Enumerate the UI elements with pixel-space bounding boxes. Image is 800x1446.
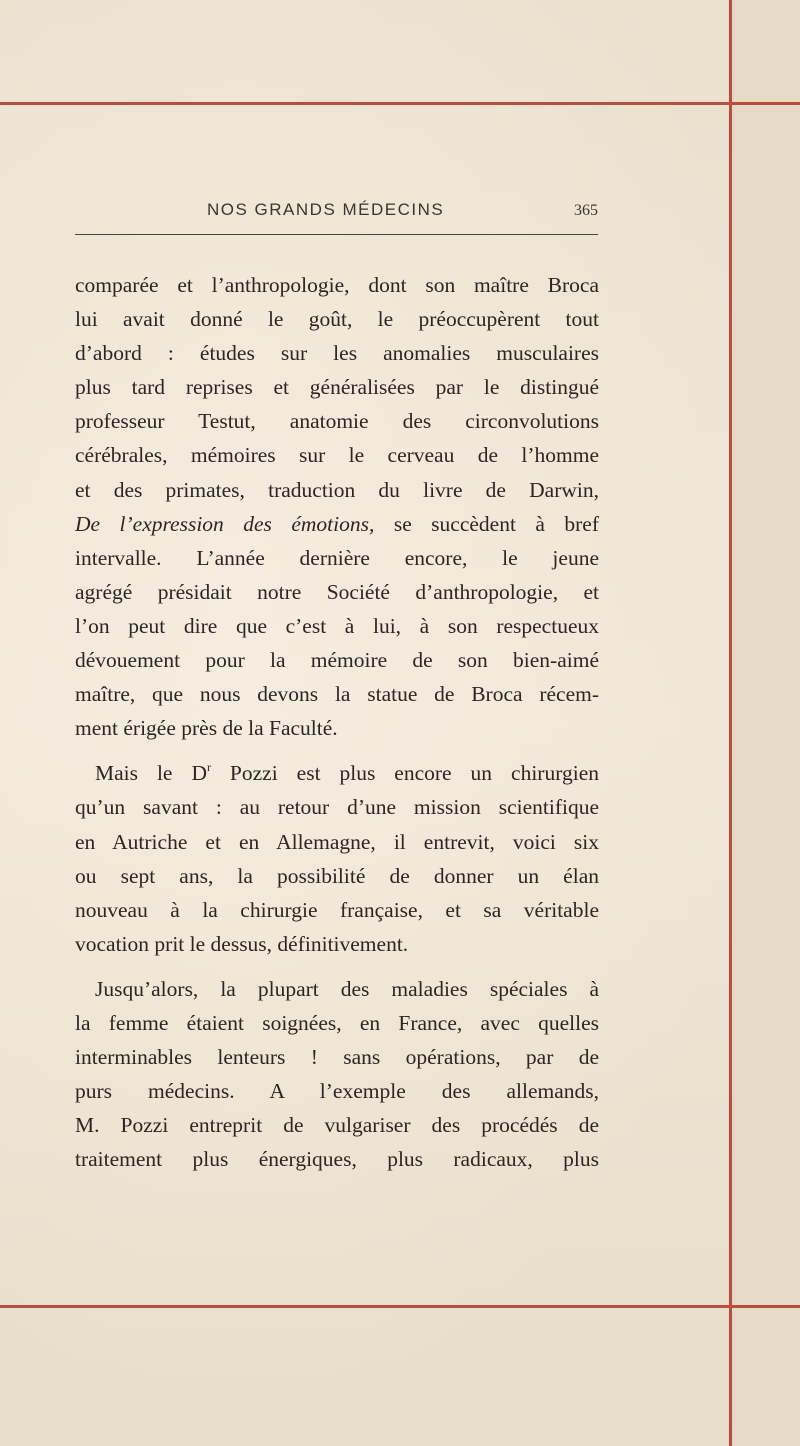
page-header (75, 200, 598, 226)
bottom-red-rule (0, 1305, 800, 1308)
text-line: comparée et l’anthropologie, dont son maître Broca (75, 273, 599, 297)
text-fragment: Pozzi est plus encore un chirurgien (210, 761, 599, 786)
text-fragment: se succèdent à bref (374, 511, 599, 536)
text-line: lui avait donné le goût, le préoccupèrent tout (75, 307, 599, 332)
text-line: la femme étaient soignées, en France, avec quelles (75, 1010, 599, 1035)
text-line: l’on peut dire que c’est à lui, à son respectueux (75, 613, 599, 638)
page-margin-strip (732, 0, 800, 1446)
text-line: professeur Testut, anatomie des circonvolutions (75, 409, 599, 434)
body-text (75, 268, 599, 1176)
paragraph-1 (75, 268, 599, 745)
paragraph-2 (75, 756, 599, 961)
text-line: qu’un savant : au retour d’une mission scientifique (75, 795, 599, 820)
text-line: intervalle. L’année dernière encore, le jeune (75, 545, 599, 570)
text-line: ou sept ans, la possibilité de donner un élan (75, 863, 599, 888)
text-line: plus tard reprises et généralisées par le distingué (75, 375, 599, 400)
text-line: purs médecins. A l’exemple des allemands, (75, 1079, 599, 1104)
text-line: dévouement pour la mémoire de son bien-aimé (75, 648, 599, 673)
header-rule (75, 234, 598, 235)
text-line: nouveau à la chirurgie française, et sa véritable (75, 897, 599, 922)
text-line (75, 756, 599, 790)
book-title: De l’expression des émotions, (75, 511, 375, 536)
superscript: r (206, 760, 211, 775)
text-line: vocation prit le dessus, définitivement. (75, 931, 409, 956)
text-line: et des primates, traduction du livre de Darwin, (75, 477, 599, 502)
right-red-rule (729, 0, 732, 1446)
text-line: M. Pozzi entreprit de vulgariser des procédés de (75, 1113, 599, 1138)
text-line: traitement plus énergiques, plus radicaux, plus (75, 1147, 599, 1172)
text-line (75, 507, 599, 541)
page-number: 365 (574, 202, 598, 219)
text-fragment: Mais le D (95, 761, 207, 786)
text-line: d’abord : études sur les anomalies musculaires (75, 341, 599, 366)
top-red-rule (0, 102, 800, 105)
text-line: cérébrales, mémoires sur le cerveau de l’homme (75, 443, 599, 468)
paragraph-3 (75, 972, 599, 1177)
running-head: NOS GRANDS MÉDECINS (207, 200, 445, 219)
text-line: ment érigée près de la Faculté. (75, 716, 338, 741)
text-line: Jusqu’alors, la plupart des maladies spéciales à (95, 976, 599, 1001)
text-line: maître, que nous devons la statue de Broca récem- (75, 682, 599, 707)
text-line: agrégé présidait notre Société d’anthropologie, et (75, 579, 599, 604)
text-line: en Autriche et en Allemagne, il entrevit, voici six (75, 829, 599, 854)
text-line: interminables lenteurs ! sans opérations, par de (75, 1045, 599, 1070)
